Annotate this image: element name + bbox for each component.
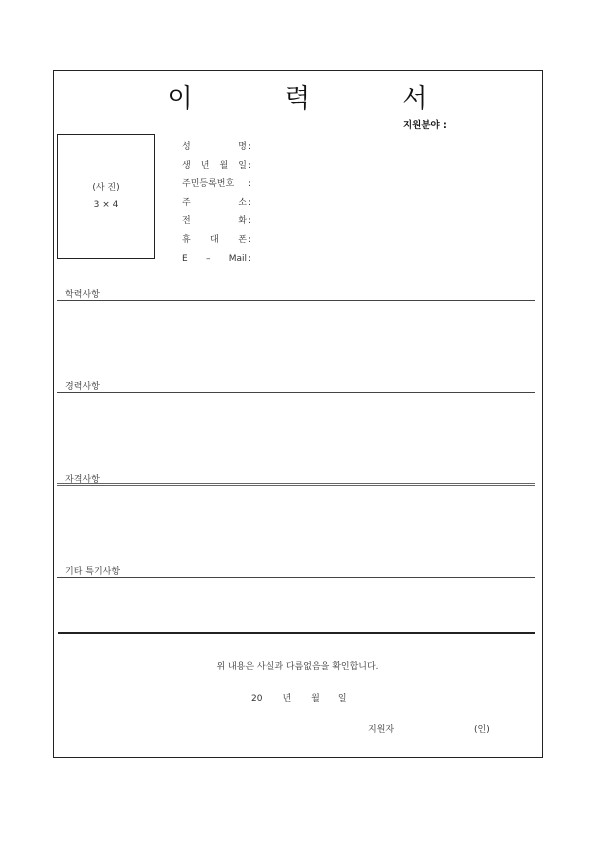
section-divider-others	[57, 577, 535, 578]
section-label-others: 기타 특기사항	[65, 567, 121, 577]
info-row	[182, 234, 251, 253]
section-label-career: 경력사항	[65, 382, 100, 392]
info-label-part: 폰	[238, 234, 247, 245]
info-label-part: 주	[182, 197, 191, 208]
info-label-part: 주민등록번호	[182, 179, 235, 190]
page-title: 이 력 서	[167, 84, 470, 114]
info-row	[182, 197, 251, 216]
info-label	[182, 160, 247, 179]
info-label-part: 휴	[182, 234, 191, 245]
field-area-label: 지원분야 :	[403, 120, 447, 131]
section-label-certifications: 자격사항	[65, 475, 100, 485]
info-label-part: E	[182, 253, 188, 264]
info-label-part: 생	[182, 160, 191, 171]
date-year-unit: 년	[282, 694, 292, 704]
info-label-part: 대	[210, 234, 219, 245]
info-label	[182, 178, 247, 197]
date-year: 20	[251, 694, 263, 704]
info-label-part: 전	[182, 216, 191, 227]
date-line	[251, 691, 367, 704]
info-colon: :	[248, 253, 252, 264]
info-colon: :	[248, 160, 252, 171]
info-label	[182, 141, 247, 160]
section-divider-education	[57, 300, 535, 301]
section-divider-certifications	[57, 483, 535, 486]
info-label	[182, 253, 247, 272]
applicant-label: 지원자	[368, 725, 395, 735]
info-colon: :	[248, 179, 252, 190]
info-label	[182, 197, 247, 216]
section-divider-career	[57, 392, 535, 393]
info-colon: :	[248, 216, 252, 227]
date-month-unit: 월	[311, 694, 320, 704]
bottom-divider	[58, 632, 535, 634]
info-label-part: 년	[200, 160, 210, 171]
info-label-part: –	[205, 253, 211, 264]
info-label-part: 소	[238, 197, 247, 208]
info-row	[182, 141, 251, 160]
info-row	[182, 160, 251, 179]
personal-info-list	[182, 141, 251, 271]
info-label-part: Mail	[228, 253, 247, 264]
info-colon: :	[248, 142, 252, 152]
confirmation-text: 위 내용은 사실과 다름없음을 확인합니다.	[216, 662, 379, 672]
info-label-part: 성	[182, 142, 191, 152]
info-label	[182, 215, 247, 234]
photo-box	[57, 134, 155, 259]
photo-size: 3 × 4	[93, 199, 119, 210]
info-row	[182, 253, 251, 272]
info-label-part: 월	[219, 160, 229, 171]
section-label-education: 학력사항	[65, 290, 100, 300]
info-label-part: 일	[238, 160, 247, 171]
date-day-unit: 일	[337, 694, 347, 704]
photo-label: (사 진)	[92, 182, 120, 193]
seal-label: (인)	[474, 725, 490, 735]
info-label	[182, 234, 247, 253]
info-label-part: 화	[238, 216, 247, 227]
info-row	[182, 178, 251, 197]
info-row	[182, 215, 251, 234]
info-colon: :	[248, 234, 252, 245]
info-label-part: 명	[238, 142, 247, 152]
info-colon: :	[248, 197, 252, 208]
